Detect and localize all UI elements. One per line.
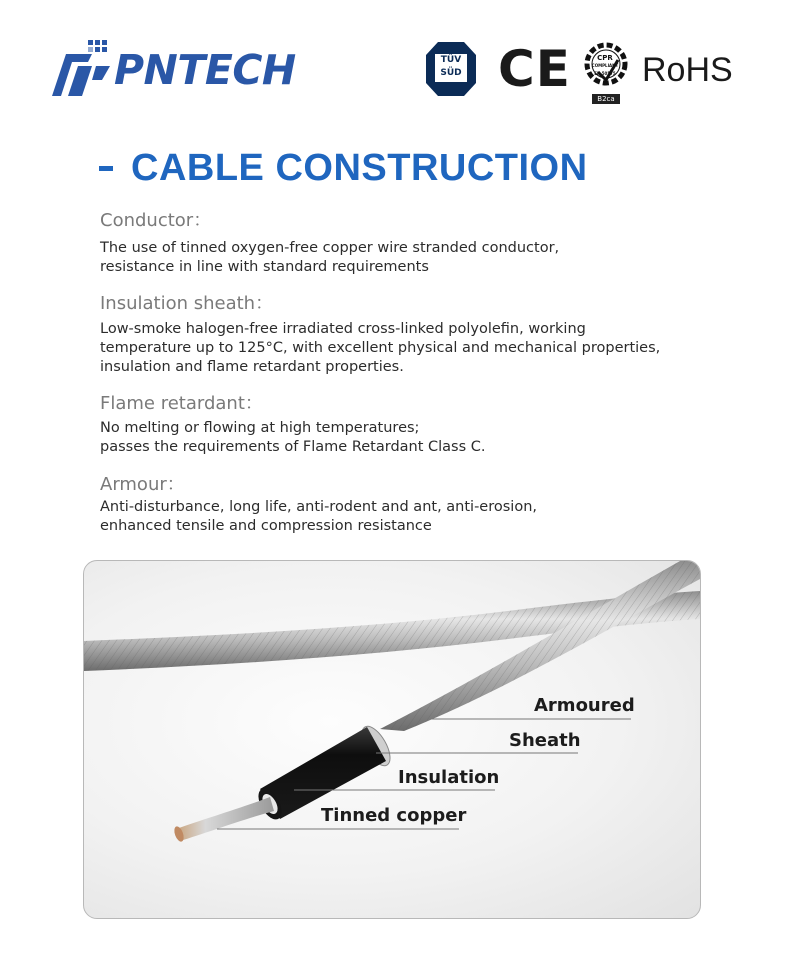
flame-retardant-text: No melting or flowing at high temperatures; passes the requirements of Flame Retardant Class C.	[100, 420, 486, 455]
header	[0, 0, 790, 130]
section-title: CABLE CONSTRUCTION	[131, 147, 588, 189]
cable-photo	[83, 560, 701, 919]
brand-name: PNTECH	[114, 46, 296, 94]
tuv-label: TÜV	[440, 55, 462, 65]
ce-mark: CE	[498, 40, 571, 98]
pntech-logo-icon	[52, 40, 112, 98]
cpr-label: CPR	[597, 54, 613, 62]
conductor-title: Conductor：	[100, 210, 212, 231]
insulation-sheath-text: Low-smoke halogen-free irradiated cross-linked polyolefin, working temperature up to 125°C, with excellent physical and mechanical properties, insulation and flame retardant properties.	[100, 321, 661, 375]
tuv-sub: SÜD	[440, 68, 462, 78]
cpr-class-badge: B2ca	[592, 94, 620, 104]
flame-retardant-title: Flame retardant：	[100, 393, 263, 414]
tinned-copper-label: Tinned copper	[321, 805, 467, 826]
insulation-label: Insulation	[398, 767, 500, 788]
cpr-badge	[584, 42, 634, 104]
armoured-label: Armoured	[534, 695, 635, 716]
certification-logos	[420, 38, 760, 108]
sheath-label: Sheath	[509, 730, 581, 751]
conductor-text: The use of tinned oxygen-free copper wire stranded conductor, resistance in line with standard requirements	[100, 240, 560, 275]
cable-illustration	[84, 561, 700, 918]
armour-title: Armour：	[100, 474, 185, 495]
section-title-bar	[99, 166, 113, 171]
rohs-mark: RoHS	[642, 51, 733, 89]
tinned-copper-conductor	[176, 797, 274, 841]
tuv-sud-logo	[426, 42, 476, 96]
insulation-sheath-title: Insulation sheath：	[100, 293, 274, 314]
cpr-sub: COMPLIANT	[591, 63, 619, 68]
armour-text: Anti-disturbance, long life, anti-rodent and ant, anti-erosion, enhanced tensile and compression resistance	[100, 499, 537, 534]
cpr-note: EN 50575	[594, 71, 616, 76]
